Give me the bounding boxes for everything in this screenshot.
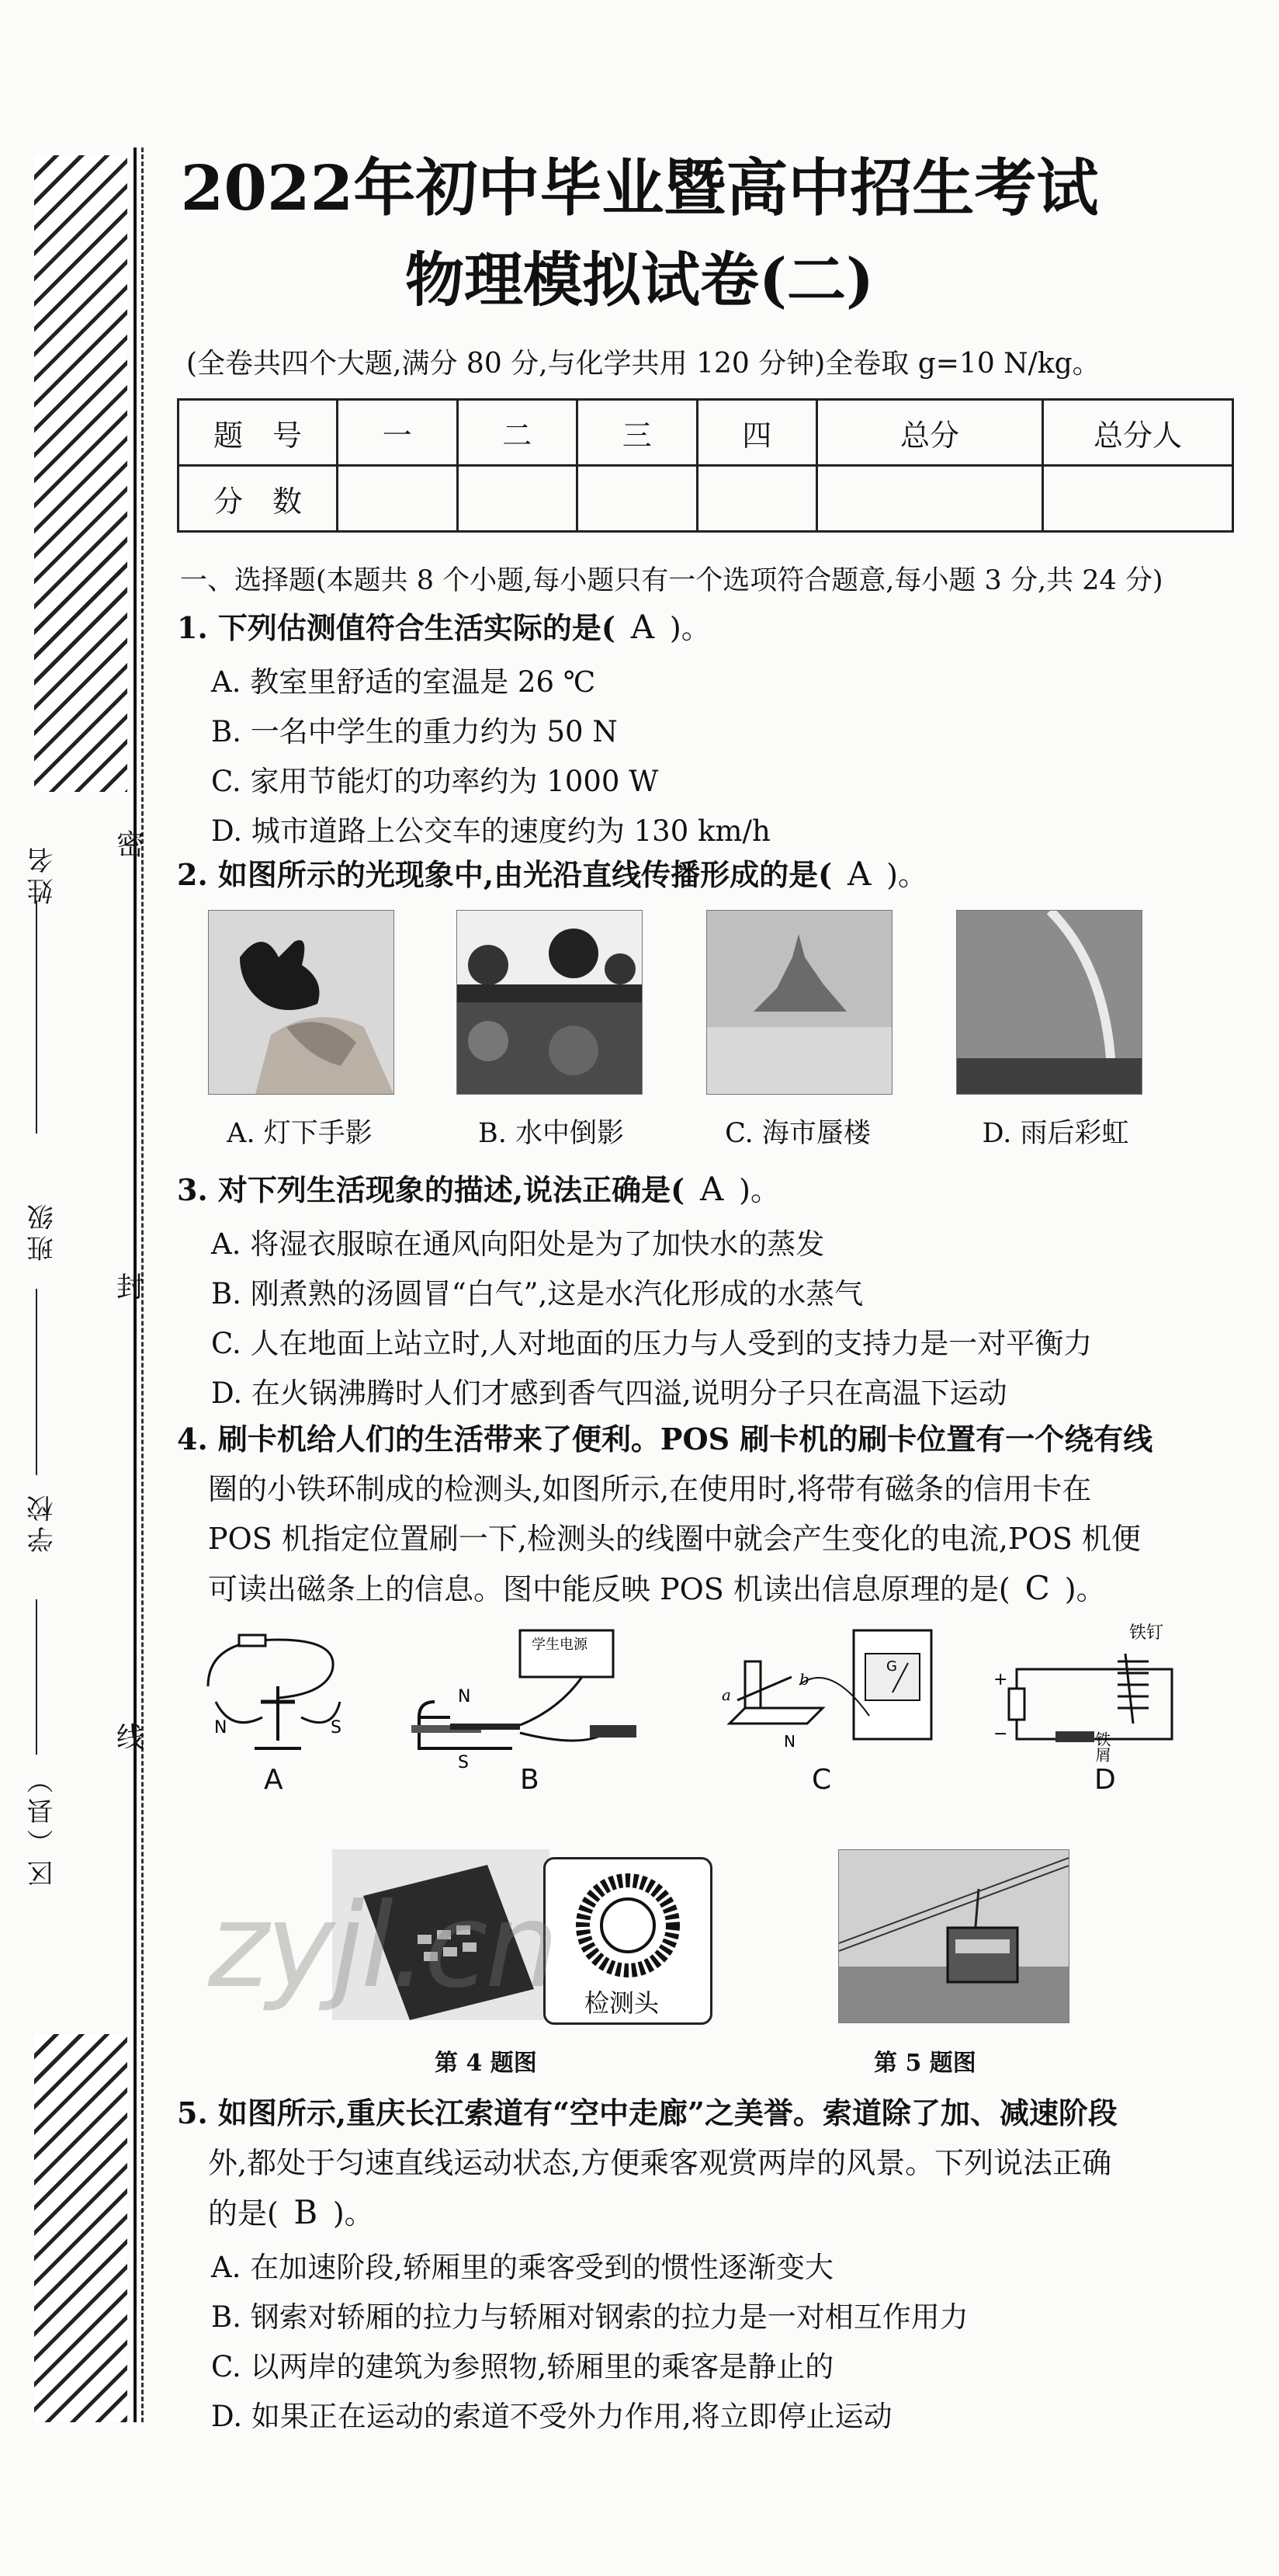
fig-a-s-label: S — [331, 1718, 341, 1738]
q4-line4-text: 可读出磁条上的信息。图中能反映 POS 机读出信息原理的是( — [208, 1572, 1010, 1606]
photo-mirage — [706, 910, 893, 1095]
q5-line2: 外,都处于匀速直线运动状态,方便乘客观赏两岸的风景。下列说法正确 — [208, 2146, 1112, 2180]
score-cell[interactable] — [457, 466, 577, 532]
fig-c-b-label: b — [799, 1670, 809, 1689]
q5-end: )。 — [332, 2196, 374, 2231]
fig-b-power-label: 学生电源 — [532, 1637, 588, 1653]
q5-figure-caption: 第 5 题图 — [874, 2050, 976, 2077]
q2-caption-b: B. 水中倒影 — [478, 1118, 624, 1149]
fig-d-nail-label: 铁钉 — [1129, 1623, 1164, 1643]
q4-figure-b — [404, 1624, 652, 1772]
name-label: 姓名 — [27, 842, 58, 904]
detector-inset — [543, 1857, 712, 2025]
q3-answer: A — [699, 1170, 724, 1208]
q1-option-b: B. 一名中学生的重力约为 50 N — [211, 715, 618, 748]
q2-caption-d: D. 雨后彩虹 — [982, 1118, 1129, 1149]
seal-char-mi: 密 — [116, 829, 145, 861]
fig-d-minus: − — [993, 1724, 1008, 1744]
q2-stem — [177, 849, 927, 900]
header-cell: 总分人 — [1043, 400, 1233, 466]
school-blank-line — [36, 1599, 37, 1755]
q1-answer: A — [630, 608, 655, 646]
score-table-header-row — [179, 400, 1233, 466]
q4-line3: POS 机指定位置刷一下,检测头的线圈中就会产生变化的电流,POS 机便 — [208, 1522, 1141, 1556]
q4-end: )。 — [1064, 1572, 1106, 1606]
score-cell[interactable] — [577, 466, 698, 532]
q2-caption-c: C. 海市蜃楼 — [725, 1118, 871, 1149]
exam-note: (全卷共四个大题,满分 80 分,与化学共用 120 分钟)全卷取 g=10 N/kg。 — [186, 348, 1100, 380]
q5-line3-text: 的是( — [208, 2196, 279, 2231]
q5-option-d: D. 如果正在运动的索道不受外力作用,将立即停止运动 — [211, 2400, 893, 2433]
q3-option-c: C. 人在地面上站立时,人对地面的压力与人受到的支持力是一对平衡力 — [211, 1327, 1093, 1360]
q1-end: )。 — [669, 611, 711, 645]
q3-option-b: B. 刚煮熟的汤圆冒“白气”,这是水汽化形成的水蒸气 — [211, 1277, 864, 1311]
photo-hand-shadow — [208, 910, 394, 1095]
q4-figure-d — [986, 1615, 1218, 1770]
hand-shadow-image — [209, 911, 393, 1094]
name-blank-line — [36, 901, 37, 1134]
q1-option-c: C. 家用节能灯的功率约为 1000 W — [211, 765, 659, 798]
q3-end: )。 — [739, 1173, 780, 1207]
score-cell[interactable] — [697, 466, 817, 532]
header-cell: 二 — [457, 400, 577, 466]
header-cell: 四 — [697, 400, 817, 466]
q4-line1-text: 4. 刷卡机给人们的生活带来了便利。POS 刷卡机的刷卡位置有一个绕有线 — [177, 1422, 1153, 1456]
photo-water-reflection — [456, 910, 643, 1095]
q2-caption-a: A. 灯下手影 — [227, 1118, 373, 1149]
seal-char-feng: 封 — [116, 1272, 145, 1304]
score-table — [177, 398, 1234, 533]
detector-ring-image — [546, 1859, 710, 1991]
district-label: 区（县） — [27, 1762, 58, 1887]
fig-b-n-label: N — [458, 1687, 471, 1706]
q1-option-a: A. 教室里舒适的室温是 26 ℃ — [211, 665, 596, 699]
fig-b-s-label: S — [458, 1753, 469, 1772]
class-label: 班级 — [27, 1199, 58, 1262]
q4-figure-c — [714, 1615, 947, 1770]
score-row-label: 分 数 — [179, 466, 338, 532]
q4-figure-c-label: C — [812, 1764, 832, 1796]
photo-rainbow — [956, 910, 1142, 1095]
q4-line2: 圈的小铁环制成的检测头,如图所示,在使用时,将带有磁条的信用卡在 — [208, 1472, 1092, 1506]
water-reflection-image — [457, 911, 642, 1094]
fig-d-filings-label: 铁屑 — [1093, 1731, 1111, 1762]
mirage-image — [707, 911, 892, 1094]
score-cell[interactable] — [817, 466, 1043, 532]
q1-stem — [177, 602, 711, 653]
q3-text: 3. 对下列生活现象的描述,说法正确是( — [177, 1172, 685, 1207]
header-cell: 三 — [577, 400, 698, 466]
cable-car-photo — [838, 1849, 1069, 2023]
binding-hatch-bottom — [34, 2034, 127, 2422]
q2-end: )。 — [886, 858, 927, 892]
header-cell: 题 号 — [179, 400, 338, 466]
section-1-heading: 一、选择题(本题共 8 个小题,每小题只有一个选项符合题意,每小题 3 分,共 24 分) — [180, 565, 1163, 596]
q5-option-a: A. 在加速阶段,轿厢里的乘客受到的惯性逐渐变大 — [211, 2251, 834, 2284]
q5-line3 — [208, 2188, 374, 2238]
page-title-line1: 2022年初中毕业暨高中招生考试 — [180, 151, 1099, 224]
q5-line1 — [177, 2088, 1118, 2138]
q4-figure-a-label: A — [264, 1764, 283, 1796]
q1-option-d: D. 城市道路上公交车的速度约为 130 km/h — [211, 814, 771, 848]
q5-answer: B — [293, 2193, 318, 2231]
q1-text: 1. 下列估测值符合生活实际的是( — [177, 610, 615, 645]
score-cell[interactable] — [338, 466, 458, 532]
q4-line1 — [177, 1415, 1152, 1464]
q4-figure-d-label: D — [1094, 1764, 1116, 1796]
fig-c-g-label: G — [886, 1658, 897, 1675]
header-cell: 总分 — [817, 400, 1043, 466]
q5-line1-text: 5. 如图所示,重庆长江索道有“空中走廊”之美誉。索道除了加、减速阶段 — [177, 2095, 1118, 2130]
q3-stem — [177, 1165, 780, 1215]
cable-car-image — [839, 1850, 1069, 2022]
fig-c-n-label: N — [784, 1732, 795, 1751]
q3-option-d: D. 在火锅沸腾时人们才感到香气四溢,说明分子只在高温下运动 — [211, 1377, 1007, 1410]
q5-option-c: C. 以两岸的建筑为参照物,轿厢里的乘客是静止的 — [211, 2350, 834, 2383]
q5-option-b: B. 钢索对轿厢的拉力与轿厢对钢索的拉力是一对相互作用力 — [211, 2300, 969, 2334]
watermark: zyjl.cn — [208, 1879, 556, 2014]
seal-char-xian: 线 — [116, 1722, 145, 1754]
fig-c-a-label: a — [722, 1686, 731, 1704]
q3-option-a: A. 将湿衣服晾在通风向阳处是为了加快水的蒸发 — [211, 1227, 825, 1261]
fig-a-n-label: N — [214, 1718, 227, 1738]
detector-label: 检测头 — [584, 1988, 660, 2018]
score-table-score-row — [179, 466, 1233, 532]
header-cell: 一 — [338, 400, 458, 466]
q4-figure-a — [200, 1624, 363, 1764]
q2-answer: A — [847, 855, 872, 893]
fig-d-plus: + — [993, 1670, 1008, 1689]
rainbow-image — [957, 911, 1142, 1094]
class-blank-line — [36, 1289, 37, 1475]
page-title-line2: 物理模拟试卷(二) — [405, 245, 874, 314]
school-label: 学校 — [27, 1491, 58, 1553]
score-cell[interactable] — [1043, 466, 1233, 532]
q4-figure-caption: 第 4 题图 — [435, 2050, 537, 2077]
q4-answer: C — [1024, 1569, 1050, 1607]
q4-figure-b-label: B — [520, 1764, 539, 1796]
q2-text: 2. 如图所示的光现象中,由光沿直线传播形成的是( — [177, 857, 833, 892]
q4-line4 — [208, 1564, 1106, 1614]
